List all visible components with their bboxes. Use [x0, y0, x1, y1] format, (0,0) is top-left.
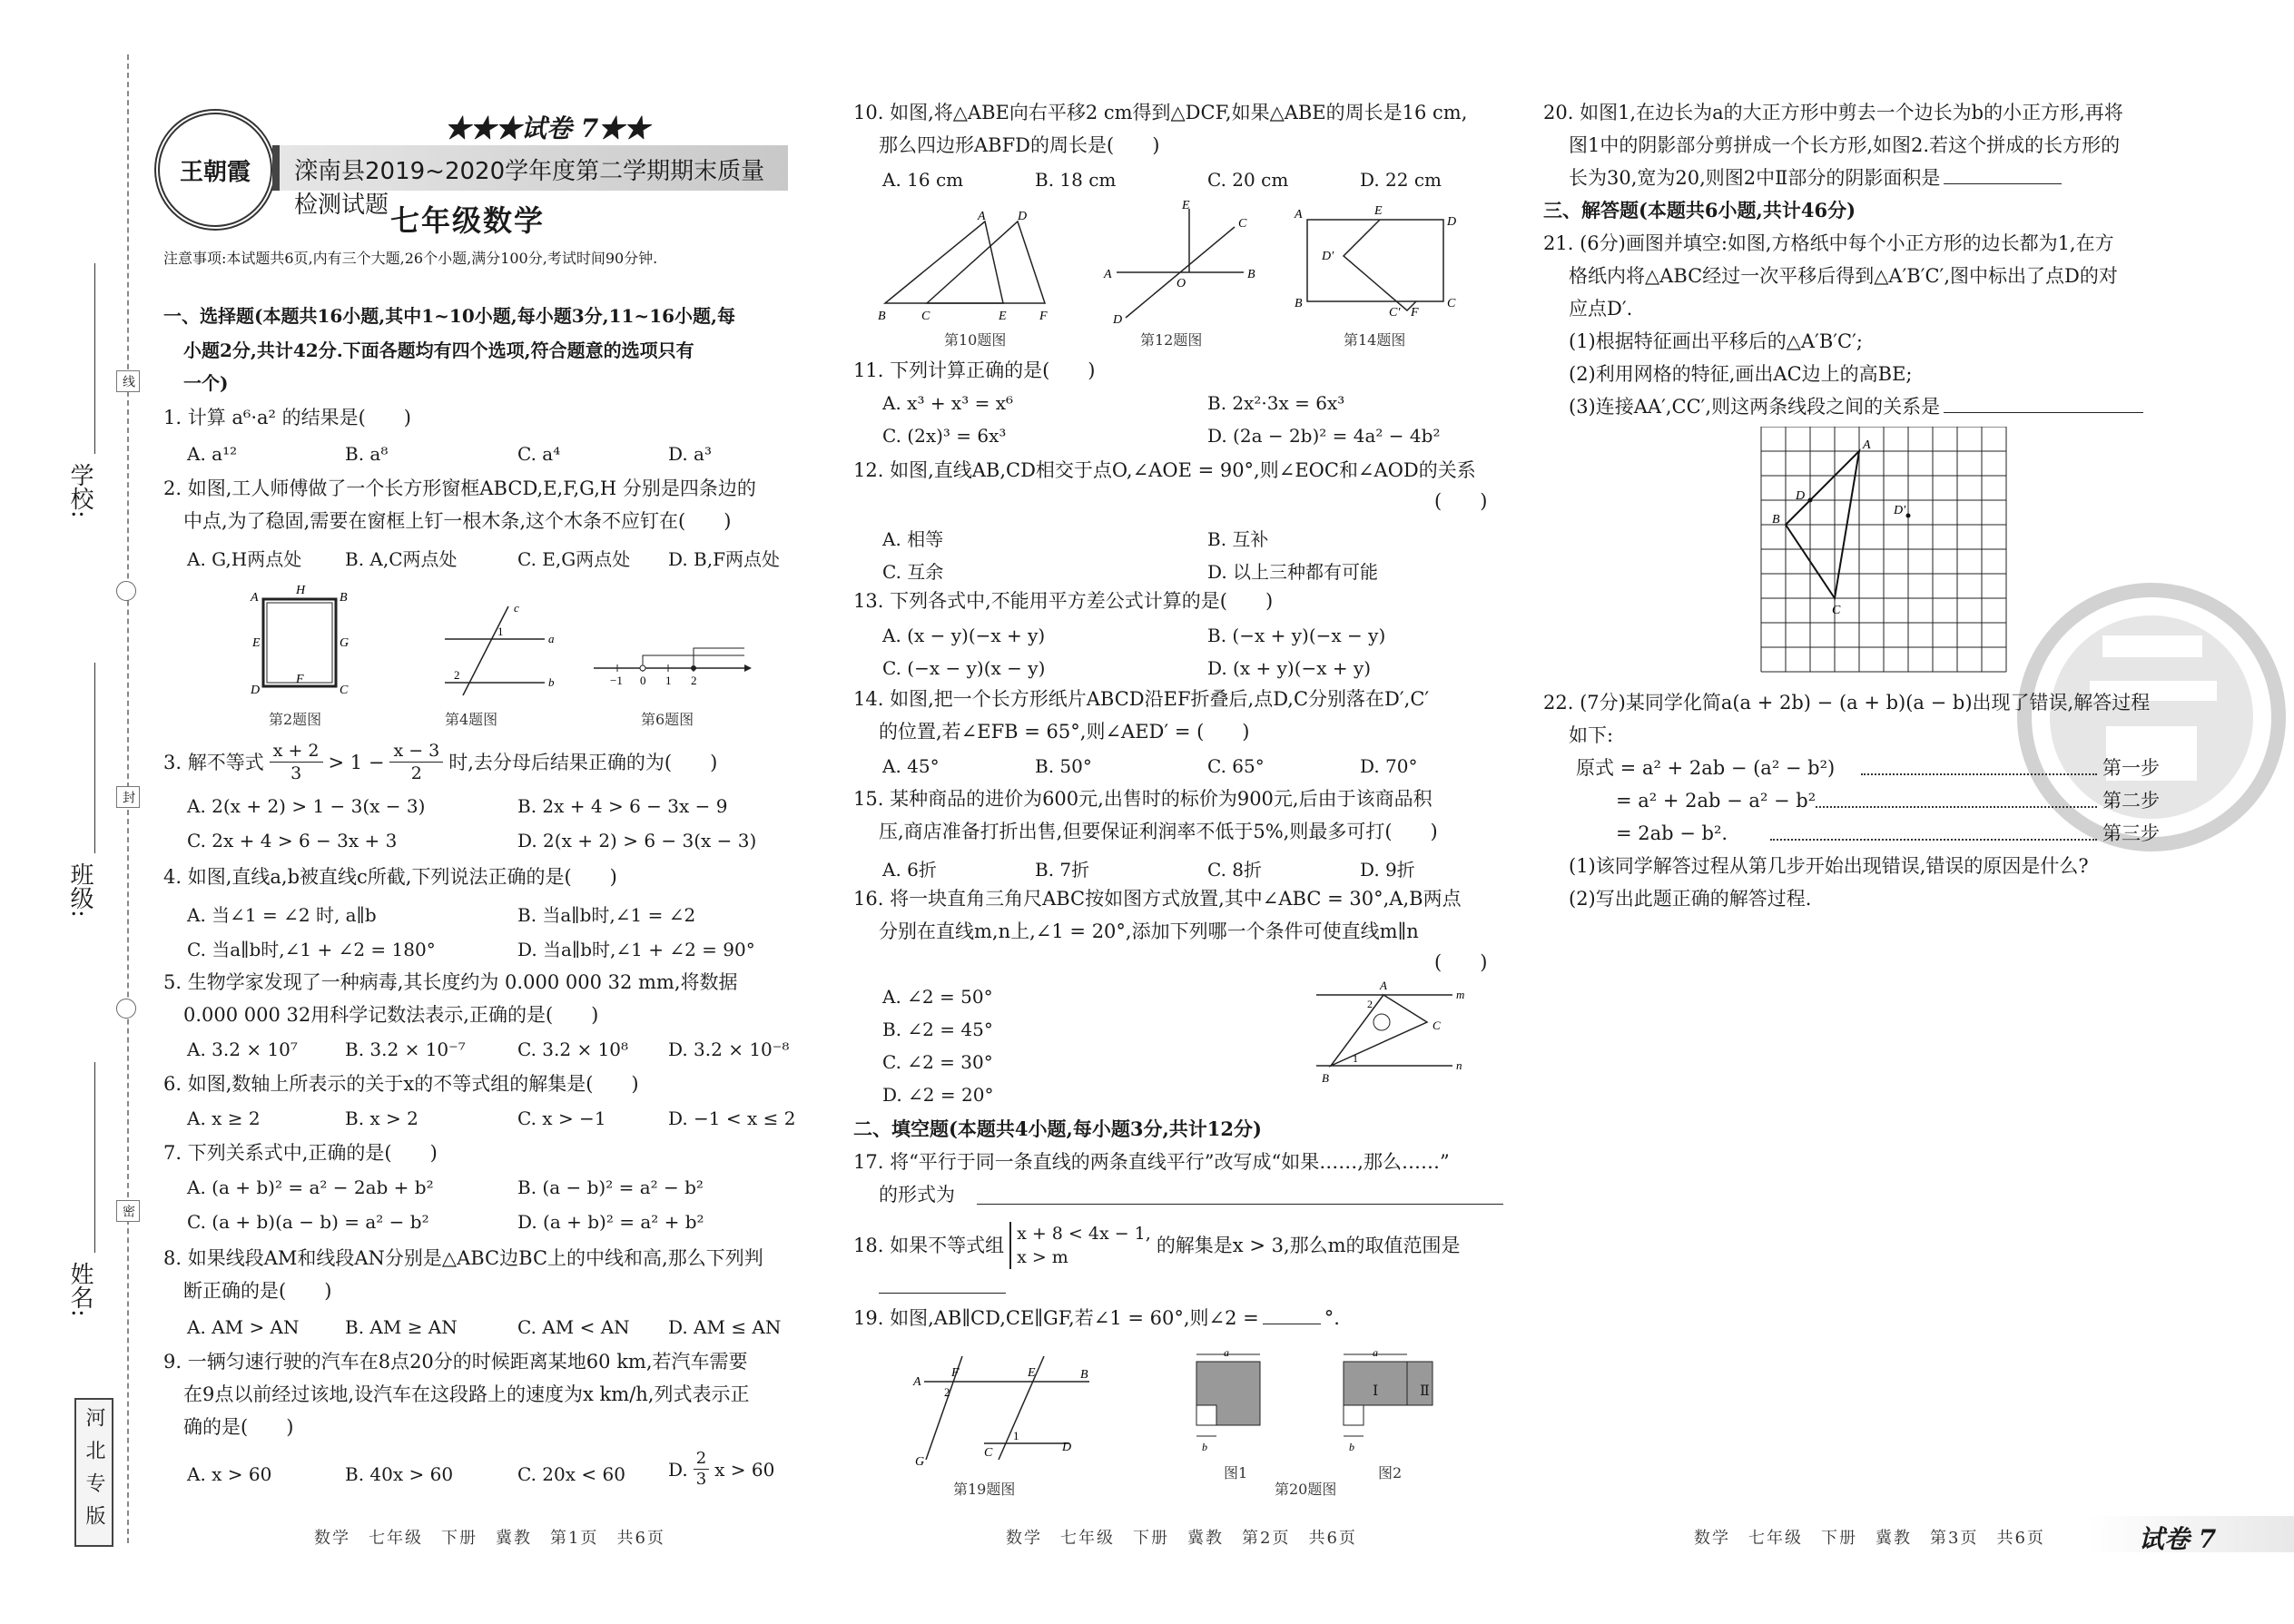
q21-stem-l2: 格纸内将△ABC经过一次平移后得到△A′B′C′,图中标出了点D的对 [1569, 265, 2118, 287]
q12-option-a[interactable]: A. 相等 [882, 528, 944, 550]
footer-page2: 数学 七年级 下册 冀教 第2页 共6页 [1006, 1529, 1357, 1548]
q22-step2: 第二步 [2102, 790, 2160, 812]
svg-text:1: 1 [1013, 1429, 1019, 1442]
svg-text:E: E [999, 310, 1007, 323]
svg-text:B: B [1772, 513, 1780, 527]
q7-option-b[interactable]: B. (a − b)² = a² − b² [517, 1176, 704, 1198]
q11-option-b[interactable]: B. 2x²·3x = 6x³ [1207, 392, 1345, 414]
q15-option-c[interactable]: C. 8折 [1207, 859, 1263, 881]
caption-fig2: 第2题图 [269, 711, 322, 728]
q9-option-d-fraction [694, 1449, 709, 1490]
q12-stem: 12. 如图,直线AB,CD相交于点O,∠AOE = 90°,则∠EOC和∠AOD的关系 [853, 459, 1476, 481]
school-blank[interactable] [94, 263, 95, 454]
svg-text:G: G [915, 1455, 925, 1469]
svg-text:2: 2 [944, 1385, 950, 1399]
q4-option-b[interactable]: B. 当a∥b时,∠1 = ∠2 [517, 904, 696, 926]
footer-tag-bar [2088, 1516, 2294, 1552]
q3-option-d[interactable]: D. 2(x + 2) > 6 − 3(x − 3) [517, 830, 757, 851]
fig-q10-translation [876, 207, 1067, 325]
q16-option-a[interactable]: A. ∠2 = 50° [882, 986, 993, 1008]
svg-text:F: F [296, 673, 304, 686]
notice: 注意事项:本试题共6页,内有三个大题,26个小题,满分100分,考试时间90分钟. [163, 250, 658, 267]
q17-stem-l1: 17. 将“平行于同一条直线的两条直线平行”改写成“如果……,那么……” [853, 1151, 1450, 1173]
q3-option-a[interactable]: A. 2(x + 2) > 1 − 3(x − 3) [187, 795, 426, 817]
q14-option-c[interactable]: C. 65° [1207, 755, 1265, 777]
q11-option-c[interactable]: C. (2x)³ = 6x³ [882, 425, 1007, 447]
q14-option-b[interactable]: B. 50° [1035, 755, 1092, 777]
q9-stem-l1: 9. 一辆匀速行驶的汽车在8点20分的时候距离某地60 km,若汽车需要 [163, 1351, 748, 1373]
svg-text:C: C [1832, 604, 1841, 617]
q5-option-a[interactable]: A. 3.2 × 10⁷ [187, 1038, 298, 1060]
q9-option-c[interactable]: C. 20x < 60 [517, 1463, 625, 1485]
q15-option-a[interactable]: A. 6折 [882, 859, 937, 881]
svg-text:D′: D′ [1894, 504, 1906, 517]
q6-option-c[interactable]: C. x > −1 [517, 1107, 606, 1129]
q22-leader-3 [1770, 839, 2097, 841]
caption-fig4: 第4题图 [445, 711, 498, 728]
q2-option-d[interactable]: D. B,F两点处 [668, 548, 780, 570]
q4-option-c[interactable]: C. 当a∥b时,∠1 + ∠2 = 180° [187, 939, 436, 960]
caption-fig20-2: 图2 [1378, 1464, 1403, 1481]
q6-option-a[interactable]: A. x ≥ 2 [187, 1107, 261, 1129]
footer-page3: 数学 七年级 下册 冀教 第3页 共6页 [1694, 1529, 2045, 1548]
class-label: 班级: [66, 862, 94, 918]
q15-option-b[interactable]: B. 7折 [1035, 859, 1090, 881]
svg-text:F: F [1039, 310, 1048, 323]
q3-fraction-1 [270, 740, 323, 784]
q9-d-num: 2 [694, 1449, 709, 1470]
logo-text: 王朝霞 [179, 158, 251, 186]
caption-fig14: 第14题图 [1344, 331, 1406, 349]
section2-title: 二、填空题(本题共4小题,每小题3分,共计12分) [853, 1117, 1262, 1140]
q13-option-b[interactable]: B. (−x + y)(−x − y) [1207, 625, 1386, 646]
svg-text:b: b [1349, 1441, 1354, 1453]
q6-option-d[interactable]: D. −1 < x ≤ 2 [668, 1107, 796, 1129]
svg-text:B: B [340, 591, 348, 605]
svg-text:b: b [1202, 1441, 1207, 1453]
q8-stem-l2: 断正确的是( ) [183, 1280, 332, 1302]
q10-option-b[interactable]: B. 18 cm [1035, 169, 1117, 191]
q10-stem-l2: 那么四边形ABFD的周长是( ) [879, 134, 1160, 156]
caption-fig10: 第10题图 [944, 331, 1007, 349]
q6-stem: 6. 如图,数轴上所表示的关于x的不等式组的解集是( ) [163, 1073, 639, 1095]
footer-tag: 试卷 7 [2139, 1524, 2217, 1554]
q11-option-a[interactable]: A. x³ + x³ = x⁶ [882, 392, 1013, 414]
q3-fraction-2 [389, 740, 443, 784]
caption-fig20: 第20题图 [1275, 1481, 1337, 1498]
caption-fig6: 第6题图 [641, 711, 694, 728]
q20-stem-l2: 图1中的阴影部分剪拼成一个长方形,如图2.若这个拼成的长方形的 [1569, 134, 2121, 156]
q15-option-d[interactable]: D. 9折 [1360, 859, 1415, 881]
fig-q21-grid [1752, 427, 2015, 681]
q12-option-d[interactable]: D. 以上三种都有可能 [1207, 561, 1379, 583]
q1-stem: 1. 计算 a⁶·a² 的结果是( ) [163, 407, 411, 428]
svg-text:−1: −1 [610, 674, 623, 687]
q18-answer-blank[interactable] [879, 1293, 1006, 1294]
q1-option-b[interactable]: B. a⁸ [345, 443, 389, 465]
q9-option-d-post: x > 60 [714, 1458, 775, 1481]
q2-stem-l1: 2. 如图,工人师傅做了一个长方形窗框ABCD,E,F,G,H 分别是四条边的 [163, 477, 756, 499]
q4-option-d[interactable]: D. 当a∥b时,∠1 + ∠2 = 90° [517, 939, 755, 960]
q13-option-c[interactable]: C. (−x − y)(x − y) [882, 657, 1046, 679]
q19-text: 19. 如图,AB∥CD,CE∥GF,若∠1 = 60°,则∠2 = [853, 1307, 1259, 1329]
svg-text:A: A [978, 210, 986, 223]
q8-option-a[interactable]: A. AM > AN [187, 1316, 300, 1338]
q10-stem-l1: 10. 如图,将△ABE向右平移2 cm得到△DCF,如果△ABE的周长是16 cm, [853, 102, 1468, 123]
fig-q12-lines [1098, 200, 1262, 327]
exam-title-bar [272, 145, 788, 219]
class-blank[interactable] [94, 663, 95, 853]
q17-stem-l2: 的形式为 [879, 1184, 955, 1206]
q14-option-d[interactable]: D. 70° [1360, 755, 1418, 777]
svg-text:a: a [1373, 1349, 1378, 1359]
q11-option-d[interactable]: D. (2a − 2b)² = 4a² − 4b² [1207, 425, 1441, 447]
svg-text:D: D [1113, 313, 1123, 327]
q20-answer-blank[interactable] [1944, 183, 2062, 184]
svg-text:1: 1 [1353, 1052, 1358, 1065]
svg-text:A: A [1104, 268, 1112, 281]
q6-option-b[interactable]: B. x > 2 [345, 1107, 418, 1129]
q9-option-b[interactable]: B. 40x > 60 [345, 1463, 454, 1485]
svg-text:D: D [251, 684, 261, 697]
fig-q4-parallel [436, 599, 563, 699]
section1-title-l2: 小题2分,共计42分.下面各题均有四个选项,符合题意的选项只有 [183, 340, 694, 361]
q12-option-b[interactable]: B. 互补 [1207, 528, 1269, 550]
q3-stem [163, 740, 717, 784]
svg-text:b: b [548, 675, 555, 689]
q21-sub1: (1)根据特征画出平移后的△A′B′C′; [1569, 330, 1863, 352]
q18-suffix: 的解集是x > 3,那么m的取值范围是 [1156, 1235, 1461, 1256]
svg-text:E: E [1374, 204, 1383, 218]
q4-stem: 4. 如图,直线a,b被直线c所截,下列说法正确的是( ) [163, 866, 617, 888]
q3-den2: 2 [410, 763, 422, 783]
svg-text:D: D [1062, 1441, 1072, 1454]
name-blank[interactable] [94, 1062, 95, 1253]
svg-text:H: H [296, 584, 306, 597]
svg-text:m: m [1456, 988, 1465, 1001]
fig-q16-triangle [1298, 975, 1480, 1093]
q11-stem: 11. 下列计算正确的是( ) [853, 359, 1096, 381]
q18-stem [853, 1222, 1461, 1269]
svg-text:A: A [913, 1375, 921, 1389]
q8-stem-l1: 8. 如果线段AM和线段AN分别是△ABC边BC上的中线和高,那么下列判 [163, 1247, 763, 1269]
svg-text:G: G [340, 636, 350, 650]
svg-text:B: B [1295, 297, 1303, 310]
svg-text:F: F [1411, 306, 1419, 320]
svg-text:C: C [340, 684, 349, 697]
caption-fig12: 第12题图 [1140, 331, 1203, 349]
svg-text:B: B [878, 310, 886, 323]
section3-title: 三、解答题(本题共6小题,共计46分) [1543, 199, 1856, 221]
q10-option-c[interactable]: C. 20 cm [1207, 169, 1289, 191]
q3-prefix: 3. 解不等式 [163, 751, 264, 773]
svg-text:E: E [1182, 200, 1190, 212]
q20-stem-l3 [1569, 162, 2062, 194]
svg-text:C: C [1238, 217, 1247, 231]
svg-text:1: 1 [665, 674, 672, 687]
q15-stem-l2: 压,商店准备打折出售,但要保证利润率不低于5%,则最多可打( ) [879, 821, 1438, 842]
q13-option-a[interactable]: A. (x − y)(−x + y) [882, 625, 1046, 646]
q22-sub2: (2)写出此题正确的解答过程. [1569, 888, 1812, 910]
fig2-region-1: Ⅰ [1373, 1382, 1379, 1399]
q9-option-d-label: D. [668, 1458, 688, 1481]
fig-q19-parallel [908, 1351, 1098, 1469]
school-label: 学校: [66, 463, 94, 518]
svg-text:2: 2 [691, 674, 697, 687]
svg-text:C: C [1447, 297, 1456, 310]
q1-option-c[interactable]: C. a⁴ [517, 443, 561, 465]
q9-option-d[interactable] [668, 1449, 774, 1490]
svg-text:c: c [514, 601, 519, 615]
q16-option-c[interactable]: C. ∠2 = 30° [882, 1051, 993, 1073]
q10-option-d[interactable]: D. 22 cm [1360, 169, 1442, 191]
q22-step3: 第三步 [2102, 822, 2160, 844]
q22-stem-l1: 22. (7分)某同学化简a(a + 2b) − (a + b)(a − b)出现了错误,解答过程 [1543, 692, 2151, 714]
q18-system [1009, 1222, 1151, 1269]
q3-num1: x + 2 [270, 740, 323, 763]
name-label: 姓名: [66, 1262, 94, 1317]
q3-option-b[interactable]: B. 2x + 4 > 6 − 3x − 9 [517, 795, 728, 817]
q12-paren: ( ) [1434, 490, 1488, 512]
q20-stem-l3-text: 长为30,宽为20,则图2中Ⅱ部分的阴影面积是 [1569, 167, 1941, 189]
q21-stem-l1: 21. (6分)画图并填空:如图,方格纸中每个小正方形的边长都为1,在方 [1543, 232, 2114, 254]
svg-text:A: A [1295, 208, 1303, 221]
q13-option-d[interactable]: D. (x + y)(−x + y) [1207, 657, 1372, 679]
subject-title: 七年级数学 [390, 203, 546, 238]
seal-mark-line: 线 [116, 370, 140, 392]
q8-option-c[interactable]: C. AM < AN [517, 1316, 630, 1338]
q7-option-d[interactable]: D. (a + b)² = a² + b² [517, 1211, 704, 1233]
svg-text:A: A [1863, 438, 1871, 452]
section1-title-l1: 一、选择题(本题共16小题,其中1~10小题,每小题3分,11~16小题,每 [163, 305, 735, 327]
exam-title: 滦南县2019~2020学年度第二学期期末质量检测试题 [294, 158, 765, 219]
svg-text:D: D [1796, 489, 1806, 503]
q16-stem-l1: 16. 将一块直角三角尺ABC按如图方式放置,其中∠ABC = 30°,A,B两点 [853, 888, 1462, 910]
svg-text:O: O [1177, 277, 1186, 290]
q22-row2: = a² + 2ab − a² − b² [1616, 790, 1816, 812]
svg-text:a: a [1224, 1349, 1229, 1359]
svg-text:B: B [1247, 268, 1255, 281]
svg-text:C: C [984, 1446, 993, 1460]
q2-stem-l2: 中点,为了稳固,需要在窗框上钉一根木条,这个木条不应钉在( ) [183, 510, 732, 532]
q22-row1: 原式 = a² + 2ab − (a² − b²) [1576, 757, 1836, 779]
seal-mark-seal: 封 [116, 786, 140, 808]
q18-prefix: 18. 如果不等式组 [853, 1235, 1005, 1256]
q17-answer-blank[interactable] [977, 1204, 1503, 1205]
svg-text:F: F [951, 1366, 960, 1380]
caption-fig19: 第19题图 [953, 1481, 1016, 1498]
q14-stem-l1: 14. 如图,把一个长方形纸片ABCD沿EF折叠后,点D,C分别落在D′,C′ [853, 688, 1430, 710]
q20-stem-l1: 20. 如图1,在边长为a的大正方形中剪去一个边长为b的小正方形,再将 [1543, 102, 2123, 123]
svg-text:a: a [548, 632, 555, 645]
q19-stem [853, 1302, 1340, 1334]
exam-badge: ★★★试卷 7★★ [445, 113, 650, 143]
q9-option-a[interactable]: A. x > 60 [187, 1463, 272, 1485]
q3-middle: > 1 − [328, 751, 385, 773]
q22-leader-2 [1816, 806, 2097, 808]
svg-text:E: E [252, 636, 261, 650]
publisher-logo [154, 109, 276, 231]
q16-stem-l2: 分别在直线m,n上,∠1 = 20°,添加下列哪一个条件可使直线m∥n [879, 920, 1419, 942]
q14-stem-l2: 的位置,若∠EFB = 65°,则∠AED′ = ( ) [879, 721, 1250, 743]
q22-row3: = 2ab − b². [1616, 822, 1728, 844]
fig-q2-window [245, 581, 363, 699]
q16-paren: ( ) [1434, 951, 1488, 973]
footer-page1: 数学 七年级 下册 冀教 第1页 共6页 [314, 1529, 665, 1548]
svg-text:B: B [1322, 1071, 1329, 1085]
svg-text:2: 2 [454, 668, 460, 682]
q16-option-d[interactable]: D. ∠2 = 20° [882, 1084, 994, 1106]
q21-sub3 [1569, 390, 2143, 423]
svg-text:C: C [1433, 1019, 1441, 1032]
svg-text:A: A [1380, 979, 1387, 992]
svg-text:E: E [1028, 1366, 1036, 1380]
q5-option-b[interactable]: B. 3.2 × 10⁻⁷ [345, 1038, 466, 1060]
q9-stem-l3: 确的是( ) [183, 1416, 294, 1438]
q2-option-c[interactable]: C. E,G两点处 [517, 548, 631, 570]
q5-stem-l2: 0.000 000 32用科学记数法表示,正确的是( ) [183, 1004, 599, 1026]
svg-text:A: A [251, 591, 259, 605]
q5-option-c[interactable]: C. 3.2 × 10⁸ [517, 1038, 629, 1060]
q9-stem-l2: 在9点以前经过该地,设汽车在这段路上的速度为x km/h,列式表示正 [183, 1383, 750, 1405]
svg-text:D: D [1018, 210, 1028, 223]
q22-leader-1 [1861, 773, 2097, 775]
fig-q14-folding [1289, 202, 1462, 320]
q2-option-b[interactable]: B. A,C两点处 [345, 548, 458, 570]
svg-text:C: C [921, 310, 930, 323]
svg-text:0: 0 [640, 674, 646, 687]
fig-q6-number-line [590, 645, 753, 690]
fig2-region-2: Ⅱ [1420, 1382, 1430, 1399]
svg-text:D: D [1447, 215, 1457, 229]
q3-option-c[interactable]: C. 2x + 4 > 6 − 3x + 3 [187, 830, 398, 851]
q8-option-d[interactable]: D. AM ≤ AN [668, 1316, 782, 1338]
seal-circle-2 [116, 999, 136, 1019]
q1-option-d[interactable]: D. a³ [668, 443, 712, 465]
q3-den1: 3 [290, 763, 302, 783]
q15-stem-l1: 15. 某种商品的进价为600元,出售时的标价为900元,后由于该商品积 [853, 788, 1433, 810]
q9-d-den: 3 [695, 1470, 707, 1489]
q7-stem: 7. 下列关系式中,正确的是( ) [163, 1142, 438, 1164]
svg-text:n: n [1456, 1058, 1462, 1072]
q13-stem: 13. 下列各式中,不能用平方差公式计算的是( ) [853, 590, 1274, 612]
q7-option-a[interactable]: A. (a + b)² = a² − 2ab + b² [187, 1176, 434, 1198]
q21-sub3-text: (3)连接AA′,CC′,则这两条线段之间的关系是 [1569, 396, 1941, 418]
section1-title-l3: 一个) [183, 372, 229, 394]
q21-stem-l3: 应点D′. [1569, 298, 1633, 320]
q8-option-b[interactable]: B. AM ≥ AN [345, 1316, 458, 1338]
q1-option-a[interactable]: A. a¹² [187, 443, 238, 465]
q16-option-b[interactable]: B. ∠2 = 45° [882, 1019, 993, 1040]
q18-ineq1: x + 8 < 4x − 1, [1017, 1224, 1151, 1244]
fig-q20-rect [1334, 1349, 1452, 1458]
q14-option-a[interactable]: A. 45° [882, 755, 940, 777]
q22-sub1: (1)该同学解答过程从第几步开始出现错误,错误的原因是什么? [1569, 855, 2089, 877]
q3-suffix: 时,去分母后结果正确的为( ) [448, 751, 718, 773]
q2-option-a[interactable]: A. G,H两点处 [187, 548, 302, 570]
svg-text:D′: D′ [1322, 250, 1334, 263]
q5-stem-l1: 5. 生物学家发现了一种病毒,其长度约为 0.000 000 32 mm,将数据 [163, 971, 738, 993]
q12-option-c[interactable]: C. 互余 [882, 561, 944, 583]
q18-ineq2: x > m [1017, 1247, 1068, 1267]
q19-post: °. [1324, 1307, 1340, 1329]
svg-text:C′: C′ [1389, 306, 1401, 320]
q21-answer-blank[interactable] [1944, 412, 2143, 413]
q5-option-d[interactable]: D. 3.2 × 10⁻⁸ [668, 1038, 790, 1060]
q22-step1: 第一步 [2102, 757, 2160, 779]
seal-mark-secret: 密 [116, 1200, 140, 1222]
svg-text:2: 2 [1367, 998, 1373, 1010]
q22-stem-l2: 如下: [1569, 724, 1614, 746]
fig-q20-square [1177, 1349, 1276, 1458]
svg-text:1: 1 [497, 625, 504, 638]
q7-option-c[interactable]: C. (a + b)(a − b) = a² − b² [187, 1211, 429, 1233]
caption-fig20-1: 图1 [1224, 1464, 1248, 1481]
q3-num2: x − 3 [389, 740, 443, 763]
edition-badge: 河北专版 [74, 1398, 113, 1547]
q4-option-a[interactable]: A. 当∠1 = ∠2 时, a∥b [187, 904, 377, 926]
q21-sub2: (2)利用网格的特征,画出AC边上的高BE; [1569, 363, 1913, 385]
seal-circle-1 [116, 581, 136, 601]
svg-text:B: B [1080, 1368, 1088, 1382]
q10-option-a[interactable]: A. 16 cm [882, 169, 964, 191]
